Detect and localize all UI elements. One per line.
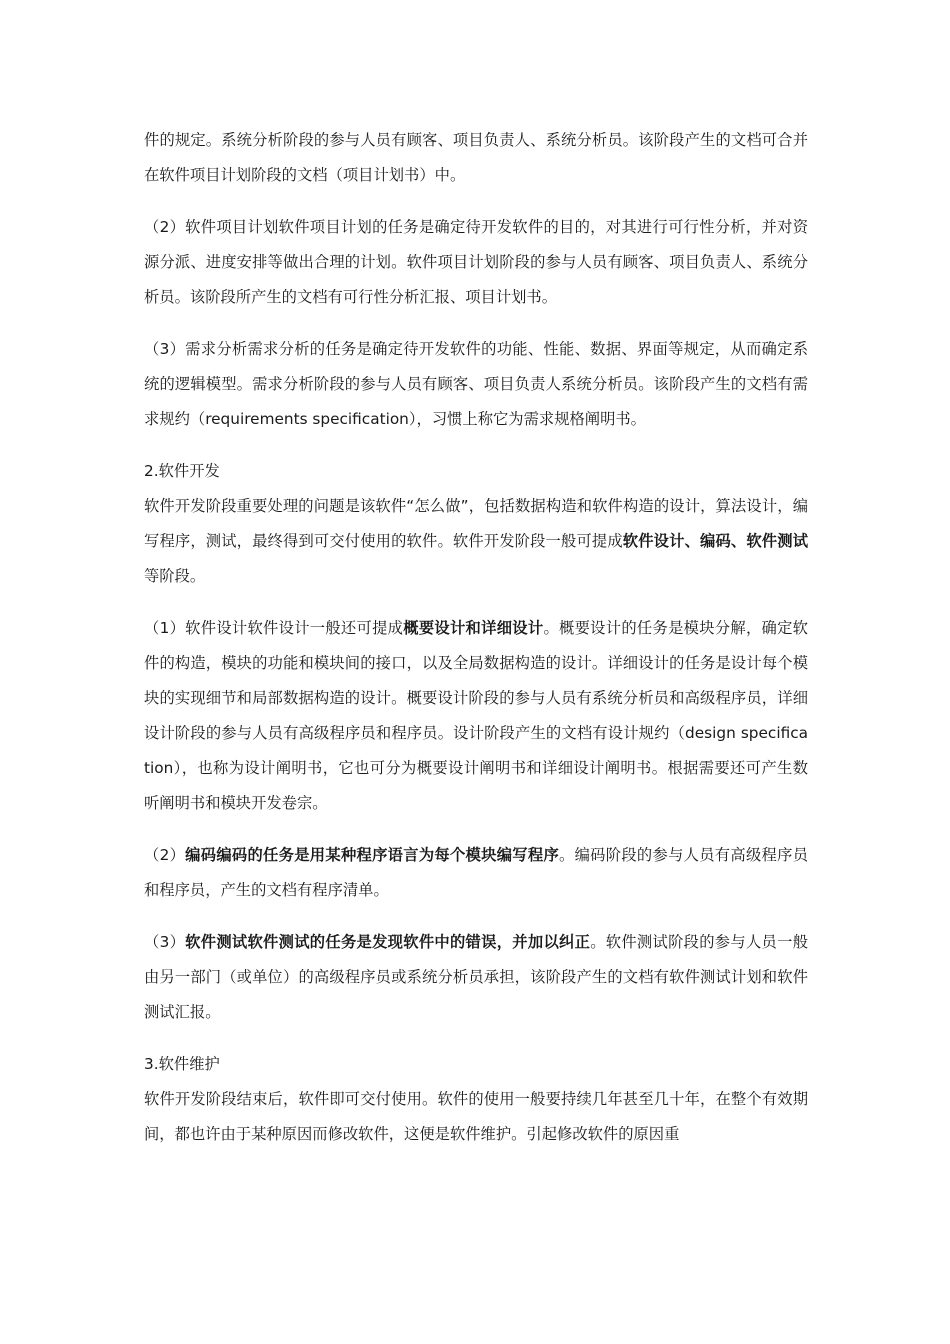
- text-run: 等阶段。: [144, 567, 206, 585]
- paragraph-software-maintenance: 软件开发阶段结束后，软件即可交付使用。软件的使用一般要持续几年甚至几十年，在整个有效期间，都也许由于某种原因而修改软件，这便是软件维护。引起修改软件的原因重: [144, 1090, 808, 1143]
- paragraph-software-development: [144, 489, 808, 594]
- paragraph-software-testing: [144, 925, 808, 1030]
- text-run: 。概要设计的任务是模块分解，确定软件的构造，模块的功能和模块间的接口，以及全局数据构造的设计。详细设计的任务是设计每个模块的实现细节和局部数据构造的设计。概要设计阶段的参与人员有系统分析员和高级程序员，详细设计阶段的参与人员有高级程序员和程序员。设计阶段产生的文档有设计规约（design specification），也称为设计阐明书，它也可分为概要设计阐明书和详细设计阐明书。根据需要还可产生数听阐明书和模块开发卷宗。: [144, 619, 808, 812]
- bold-run: 编码编码的任务是用某种程序语言为每个模块编写程序: [185, 846, 560, 864]
- bold-run: 软件设计、编码、软件测试: [622, 532, 808, 550]
- text-run: （3）: [144, 933, 186, 951]
- text-run: （2）: [144, 846, 186, 864]
- text-run: 软件开发阶段重要处理的问题是该软件“怎么做”，包括数据构造和软件构造的设计，算法设计，编写程序，测试，最终得到可交付使用的软件。软件开发阶段一般可提成: [144, 497, 808, 550]
- text-run: 。编码阶段的参与人员有高级程序员和程序员，产生的文档有程序清单。: [144, 846, 808, 899]
- bold-run: 概要设计和详细设计: [403, 619, 544, 637]
- bold-run: 软件测试软件测试的任务是发现软件中的错误，并加以纠正: [185, 933, 591, 951]
- paragraph-project-plan: （2）软件项目计划软件项目计划的任务是确定待开发软件的目的，对其进行可行性分析，并对资源分派、进度安排等做出合理的计划。软件项目计划阶段的参与人员有顾客、项目负责人、系统分析员。该阶段所产生的文档有可行性分析汇报、项目计划书。: [144, 218, 808, 306]
- document-page: [144, 123, 808, 1152]
- section-heading-software-development: 2.软件开发: [144, 462, 220, 480]
- paragraph-system-analysis-tail: 件的规定。系统分析阶段的参与人员有顾客、项目负责人、系统分析员。该阶段产生的文档可合并在软件项目计划阶段的文档（项目计划书）中。: [144, 131, 808, 184]
- text-run: 。软件测试阶段的参与人员一般由另一部门（或单位）的高级程序员或系统分析员承担，该阶段产生的文档有软件测试计划和软件测试汇报。: [144, 933, 808, 1021]
- text-run: （1）软件设计软件设计一般还可提成: [144, 619, 404, 637]
- paragraph-requirements-analysis: （3）需求分析需求分析的任务是确定待开发软件的功能、性能、数据、界面等规定，从而确定系统的逻辑模型。需求分析阶段的参与人员有顾客、项目负责人系统分析员。该阶段产生的文档有需求规约（requirements specification），习惯上称它为需求规格阐明书。: [144, 340, 808, 428]
- paragraph-coding: [144, 838, 808, 908]
- paragraph-software-design: [144, 611, 808, 821]
- section-heading-software-maintenance: 3.软件维护: [144, 1055, 220, 1073]
